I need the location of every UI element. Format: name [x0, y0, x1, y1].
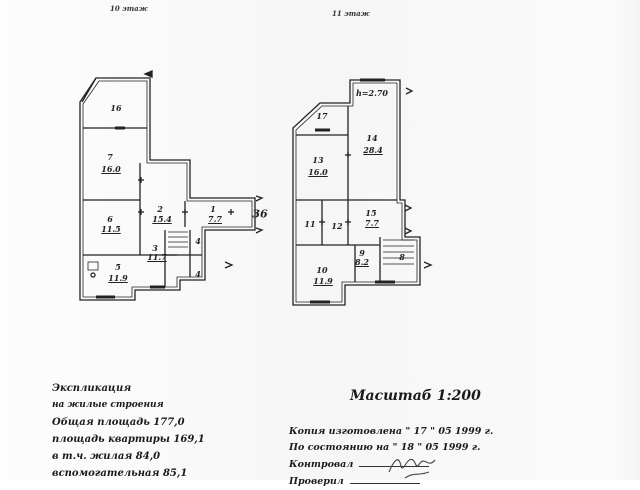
room-1-number: 1 — [210, 204, 216, 214]
copy-state-date: По состоянию на " 18 " 05 1999 г. — [289, 442, 481, 453]
auxiliary-area: вспомогательная 85,1 — [52, 468, 188, 479]
scan-edge-shadow — [610, 0, 640, 480]
floor-10-title: 10 этаж — [110, 4, 148, 13]
copy-made-date: Копия изготовлена " 17 " 05 1999 г. — [289, 426, 494, 437]
total-area: Общая площадь 177,0 — [52, 417, 185, 428]
room-6-area: 11.5 — [101, 224, 121, 234]
apartment-area: площадь квартиры 169,1 — [52, 434, 205, 445]
room-7-area: 16.0 — [101, 164, 121, 174]
explication-title: Экспликация — [52, 383, 132, 394]
room-11-number: 11 — [304, 219, 316, 229]
living-area: в т.ч. жилая 84,0 — [52, 451, 161, 462]
room-4-number-upper: 4 — [195, 236, 201, 246]
room-17-number: 17 — [316, 111, 328, 121]
room-14-area: 28.4 — [363, 145, 383, 155]
scale-label: Масштаб 1:200 — [350, 388, 481, 404]
stair-mark: 36 — [252, 207, 268, 221]
explication-block — [52, 380, 272, 482]
floor-11-plan — [293, 80, 431, 305]
room-2-area: 15.4 — [152, 214, 172, 224]
room-8-number: 8 — [399, 252, 405, 262]
room-15-number: 15 — [365, 208, 377, 218]
room-12-number: 12 — [331, 221, 343, 231]
checked-by-label: Контровал — [289, 459, 354, 470]
room-15-area: 7.7 — [365, 218, 379, 228]
ceiling-height: h=2.70 — [355, 88, 389, 98]
room-10-number: 10 — [316, 265, 328, 275]
room-3-number: 3 — [152, 243, 158, 253]
room-1-area: 7.7 — [208, 214, 222, 224]
verified-by-label: Проверил — [289, 476, 344, 487]
room-13-area: 16.0 — [308, 167, 328, 177]
room-9-number: 9 — [359, 248, 365, 258]
explication-subtitle: на жилые строения — [52, 400, 164, 410]
floor-10-plan — [80, 71, 262, 300]
handwritten-signature — [385, 452, 445, 480]
room-3-area: 11.7 — [147, 252, 167, 262]
floor-11-title: 11 этаж — [332, 9, 370, 18]
room-5-area: 11.9 — [108, 273, 128, 283]
room-6-number: 6 — [107, 214, 113, 224]
room-7-number: 7 — [107, 152, 113, 162]
room-16-number: 16 — [110, 103, 122, 113]
room-2-number: 2 — [157, 204, 163, 214]
room-9-area: 8.2 — [355, 257, 369, 267]
room-4-number-lower: 4 — [195, 269, 201, 279]
room-5-number: 5 — [115, 262, 121, 272]
room-14-number: 14 — [366, 133, 378, 143]
room-10-area: 11.9 — [313, 276, 333, 286]
room-13-number: 13 — [312, 155, 324, 165]
